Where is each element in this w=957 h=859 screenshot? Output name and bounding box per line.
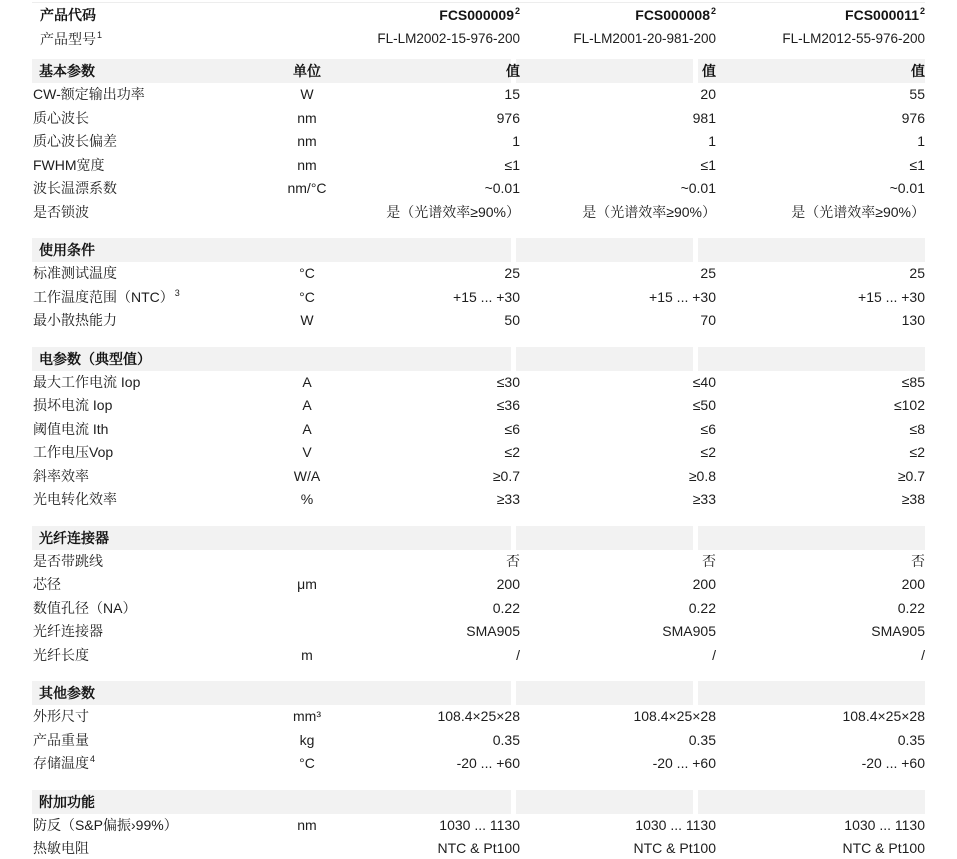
row-label-text: 质心波长 <box>33 109 89 126</box>
footnote-marker: 2 <box>710 6 716 17</box>
row-value: ≤2 <box>700 444 716 460</box>
row-label <box>32 573 61 597</box>
row-unit: W <box>300 312 314 328</box>
row-label <box>32 837 89 859</box>
table-row <box>32 286 925 310</box>
row-unit: nm <box>297 816 317 833</box>
value-column-header: 值 <box>911 63 925 79</box>
section <box>32 238 925 333</box>
product-model-1: FL-LM2002-15-976-200 <box>377 31 520 46</box>
row-value: ≤8 <box>909 420 925 437</box>
row-value: 1030 ... 1130 <box>635 816 716 833</box>
table-row <box>32 465 925 489</box>
row-value: 200 <box>901 576 925 592</box>
row-unit: °C <box>299 288 315 305</box>
row-label <box>32 441 113 465</box>
product-model-row <box>32 27 925 51</box>
spec-table <box>32 59 925 859</box>
section-header <box>32 526 925 550</box>
row-label-text: 最小散热能力 <box>33 312 117 328</box>
row-value: SMA905 <box>466 623 520 639</box>
row-value: 1030 ... 1130 <box>439 816 520 833</box>
row-value: ≤2 <box>909 444 925 460</box>
table-row <box>32 130 925 154</box>
footnote-marker: 1 <box>97 30 103 41</box>
section <box>32 681 925 776</box>
row-value: 是（光谱效率≥90%） <box>386 203 520 220</box>
row-value: 1030 ... 1130 <box>844 816 925 833</box>
row-label <box>32 286 180 310</box>
row-unit: μm <box>297 576 317 592</box>
row-value: 0.22 <box>688 599 716 616</box>
row-label <box>32 201 89 225</box>
row-value: SMA905 <box>662 623 716 639</box>
table-row <box>32 814 925 838</box>
row-value: ≤85 <box>901 373 925 390</box>
table-row <box>32 837 925 859</box>
row-value: 否 <box>506 552 520 569</box>
row-value: ≥33 <box>692 491 716 507</box>
row-value: 15 <box>504 86 520 102</box>
row-value: / <box>921 646 925 663</box>
row-label <box>32 394 112 418</box>
row-label <box>32 752 95 776</box>
row-label <box>32 620 103 644</box>
row-label-text: FWHM宽度 <box>33 156 105 173</box>
row-label-text: 存储温度 <box>33 755 89 771</box>
table-row <box>32 262 925 286</box>
row-label-text: 工作温度范围（NTC） <box>33 288 174 305</box>
row-label <box>32 550 103 574</box>
row-value: ≤1 <box>909 156 925 173</box>
row-value: ≤1 <box>504 156 520 173</box>
row-value: 976 <box>496 109 520 126</box>
row-value: 981 <box>692 109 716 126</box>
row-value: NTC & Pt100 <box>842 840 925 856</box>
row-value: ≥0.7 <box>492 467 520 484</box>
row-value: 20 <box>700 86 716 102</box>
section <box>32 790 925 859</box>
row-label-text: 最大工作电流 Iop <box>33 373 141 390</box>
section-title: 使用条件 <box>39 242 95 258</box>
row-value: 50 <box>504 312 520 328</box>
row-value: ≤40 <box>692 373 716 390</box>
row-value: 976 <box>901 109 925 126</box>
value-column-header: 值 <box>506 63 520 79</box>
row-value: 0.22 <box>897 599 925 616</box>
row-value: ≥33 <box>496 491 520 507</box>
table-row <box>32 177 925 201</box>
row-value: ≥38 <box>901 491 925 507</box>
section <box>32 526 925 668</box>
table-row <box>32 752 925 776</box>
row-label-text: 光纤长度 <box>33 646 89 663</box>
row-value: 25 <box>504 265 520 281</box>
product-code-row <box>32 3 925 27</box>
row-label <box>32 465 89 489</box>
product-code-label: 产品代码 <box>40 7 96 23</box>
row-unit: mm³ <box>293 708 321 724</box>
table-row <box>32 488 925 512</box>
row-label <box>32 309 117 333</box>
row-value: ~0.01 <box>889 180 925 196</box>
row-value: 是（光谱效率≥90%） <box>791 203 925 220</box>
row-value: 否 <box>911 552 925 569</box>
footnote-marker: 2 <box>919 6 925 17</box>
row-label-text: 产品重量 <box>33 731 89 748</box>
table-row <box>32 644 925 668</box>
row-unit: nm <box>297 109 317 126</box>
row-label <box>32 107 89 131</box>
row-label <box>32 371 140 395</box>
row-value: +15 ... +30 <box>453 288 520 305</box>
section-title: 基本参数 <box>39 63 95 79</box>
row-value: 108.4×25×28 <box>437 708 520 724</box>
row-label <box>32 488 117 512</box>
unit-column-header: 单位 <box>293 63 321 79</box>
row-label <box>32 705 89 729</box>
row-unit: nm/°C <box>287 180 327 196</box>
row-value: 25 <box>909 265 925 281</box>
product-model-2: FL-LM2001-20-981-200 <box>573 31 716 46</box>
row-label <box>32 83 145 107</box>
section-header <box>32 347 925 371</box>
row-label-text: 波长温漂系数 <box>33 180 117 196</box>
row-value: 0.35 <box>688 731 716 748</box>
row-value: 否 <box>702 552 716 569</box>
table-row <box>32 705 925 729</box>
row-label-text: 质心波长偏差 <box>33 133 117 149</box>
row-unit: kg <box>299 731 315 748</box>
table-row <box>32 597 925 621</box>
section <box>32 347 925 512</box>
row-value: 25 <box>700 265 716 281</box>
row-label-text: 损坏电流 Iop <box>33 397 113 413</box>
row-value: 是（光谱效率≥90%） <box>582 203 716 220</box>
row-value: 0.35 <box>897 731 925 748</box>
row-value: -20 ... +60 <box>861 755 925 771</box>
table-row <box>32 83 925 107</box>
row-value: 108.4×25×28 <box>842 708 925 724</box>
value-column-header: 值 <box>702 63 716 79</box>
row-value: ≤36 <box>496 397 520 413</box>
row-value: ≤6 <box>700 420 716 437</box>
row-value: 200 <box>496 576 520 592</box>
table-row <box>32 201 925 225</box>
row-unit: A <box>302 420 312 437</box>
section-header <box>32 681 925 705</box>
footnote-marker: 2 <box>514 6 520 17</box>
row-label-text: 热敏电阻 <box>33 840 89 856</box>
table-row <box>32 418 925 442</box>
row-unit: % <box>300 491 314 507</box>
row-value: ≤2 <box>504 444 520 460</box>
row-value: 1 <box>917 133 925 149</box>
row-value: 0.22 <box>492 599 520 616</box>
row-value: 108.4×25×28 <box>633 708 716 724</box>
row-value: ~0.01 <box>680 180 716 196</box>
row-label <box>32 262 117 286</box>
row-label <box>32 154 105 178</box>
section <box>32 59 925 224</box>
section-header <box>32 59 925 83</box>
table-row <box>32 371 925 395</box>
row-label-text: 芯径 <box>33 576 61 592</box>
row-label-text: 工作电压Vop <box>33 444 114 460</box>
row-label <box>32 644 89 668</box>
product-code-1: FCS000009$^2$ <box>439 6 520 23</box>
row-label-text: 斜率效率 <box>33 467 89 484</box>
row-label-text: CW-额定输出功率 <box>33 86 145 102</box>
row-unit: m <box>301 646 313 663</box>
table-row <box>32 441 925 465</box>
row-value: ≤30 <box>496 373 520 390</box>
row-label-text: 阈值电流 Ith <box>33 420 109 437</box>
section-title: 电参数（典型值） <box>39 350 151 367</box>
product-model-label: 产品型号$^1$ <box>40 30 103 47</box>
row-label <box>32 177 117 201</box>
product-code-2: FCS000008$^2$ <box>635 6 716 23</box>
table-row <box>32 394 925 418</box>
table-row <box>32 107 925 131</box>
row-unit: °C <box>299 265 315 281</box>
row-value: 200 <box>692 576 716 592</box>
row-label <box>32 814 178 838</box>
row-value: 1 <box>708 133 716 149</box>
section-title: 其他参数 <box>39 685 95 701</box>
row-unit: V <box>302 444 312 460</box>
row-value: -20 ... +60 <box>652 755 716 771</box>
row-value: 1 <box>512 133 520 149</box>
row-value: 0.35 <box>492 731 520 748</box>
row-value: / <box>712 646 716 663</box>
row-value: ≤1 <box>700 156 716 173</box>
row-label-text: 光纤连接器 <box>33 623 103 639</box>
row-value: SMA905 <box>871 623 925 639</box>
row-unit: nm <box>297 156 317 173</box>
row-value: ≥0.8 <box>688 467 716 484</box>
row-unit: W/A <box>293 467 321 484</box>
product-model-3: FL-LM2012-55-976-200 <box>782 31 925 46</box>
row-value: / <box>516 646 520 663</box>
row-label-text: 光电转化效率 <box>33 491 117 507</box>
row-label-text: 是否锁波 <box>33 203 89 220</box>
row-value: +15 ... +30 <box>858 288 925 305</box>
row-label <box>32 729 89 753</box>
row-label <box>32 597 136 621</box>
row-unit: A <box>302 373 312 390</box>
table-row <box>32 550 925 574</box>
table-row <box>32 620 925 644</box>
row-unit: A <box>302 397 312 413</box>
product-code-3: FCS000011$^2$ <box>845 6 925 23</box>
table-row <box>32 573 925 597</box>
row-label-text: 数值孔径（NA） <box>33 599 137 616</box>
row-label-text: 外形尺寸 <box>33 708 89 724</box>
row-label <box>32 418 108 442</box>
row-value: ≤50 <box>692 397 716 413</box>
row-value: ≤102 <box>893 397 925 413</box>
row-value: ≥0.7 <box>897 467 925 484</box>
section-title: 光纤连接器 <box>39 529 109 546</box>
row-label-text: 标准测试温度 <box>33 265 117 281</box>
row-value: NTC & Pt100 <box>633 840 716 856</box>
row-value: ≤6 <box>504 420 520 437</box>
footnote-marker: 4 <box>90 754 96 765</box>
row-unit: nm <box>297 133 317 149</box>
row-unit: W <box>300 86 314 102</box>
row-value: +15 ... +30 <box>649 288 716 305</box>
section-title: 附加功能 <box>39 793 95 810</box>
section-header <box>32 790 925 814</box>
table-row <box>32 309 925 333</box>
row-value: 55 <box>909 86 925 102</box>
row-label-text: 是否带跳线 <box>33 552 103 569</box>
row-value: -20 ... +60 <box>456 755 520 771</box>
section-header <box>32 238 925 262</box>
footnote-marker: 3 <box>174 287 180 298</box>
row-label <box>32 130 117 154</box>
row-value: 130 <box>901 312 925 328</box>
table-row <box>32 729 925 753</box>
table-row <box>32 154 925 178</box>
row-value: 70 <box>700 312 716 328</box>
row-label-text: 防反（S&P偏振›99%） <box>33 816 178 833</box>
row-value: ~0.01 <box>484 180 520 196</box>
row-unit: °C <box>299 755 315 771</box>
row-value: NTC & Pt100 <box>437 840 520 856</box>
